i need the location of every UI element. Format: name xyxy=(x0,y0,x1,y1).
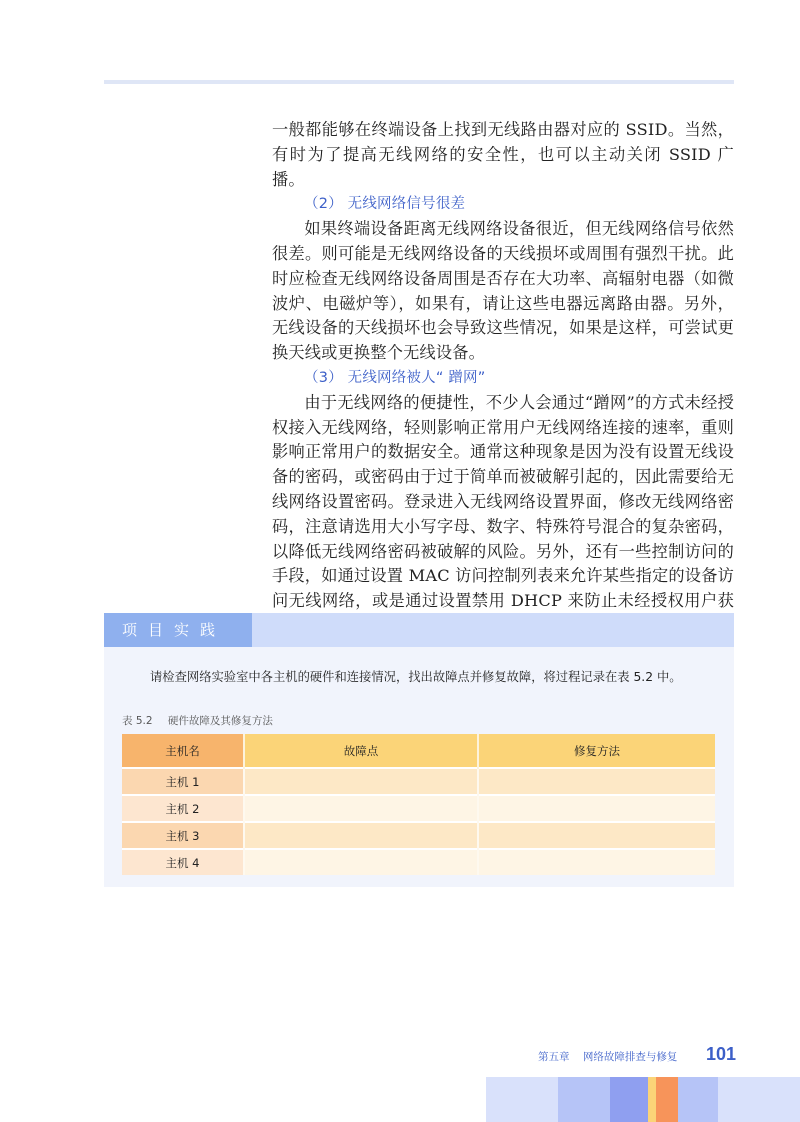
practice-title: 项目实践 xyxy=(104,613,252,647)
host-name-cell: 主机 3 xyxy=(122,822,244,849)
section-heading-freeloading: （3） 无线网络被人“ 蹭网” xyxy=(304,369,486,386)
main-text xyxy=(272,118,734,639)
host-name-cell: 主机 1 xyxy=(122,768,244,795)
column-header-fault: 故障点 xyxy=(244,734,478,768)
running-footer xyxy=(538,1049,677,1064)
fix-cell xyxy=(478,768,715,795)
project-practice-box xyxy=(104,613,734,887)
header-rule xyxy=(104,80,734,84)
decor-bar xyxy=(558,1077,610,1122)
table-number: 表 5.2 xyxy=(122,715,153,727)
decor-bar xyxy=(656,1077,678,1122)
fix-cell xyxy=(478,849,715,875)
fix-cell xyxy=(478,795,715,822)
fault-cell xyxy=(244,768,478,795)
practice-header-bar xyxy=(104,613,734,647)
table-row xyxy=(122,795,715,822)
column-header-fix: 修复方法 xyxy=(478,734,715,768)
decor-bar xyxy=(486,1077,558,1122)
practice-task-text: 请检查网络实验室中各主机的硬件和连接情况，找出故障点并修复故障，将过程记录在表 5.2 中。 xyxy=(150,670,682,684)
table-title: 硬件故障及其修复方法 xyxy=(167,715,273,727)
table-caption xyxy=(122,713,273,728)
table-row xyxy=(122,822,715,849)
fault-cell xyxy=(244,795,478,822)
table-row xyxy=(122,849,715,875)
host-name-cell: 主机 2 xyxy=(122,795,244,822)
paragraph-ssid: 一般都能够在终端设备上找到无线路由器对应的 SSID。当然，有时为了提高无线网络的安全性，也可以主动关闭 SSID 广播。 xyxy=(272,120,734,189)
decorative-color-bars xyxy=(486,1077,800,1122)
decor-bar xyxy=(648,1077,656,1122)
fault-cell xyxy=(244,822,478,849)
table-row xyxy=(122,768,715,795)
paragraph-freeloading: 由于无线网络的便捷性，不少人会通过“蹭网”的方式未经授权接入无线网络，轻则影响正常用户无线网络连接的速率，重则影响正常用户的数据安全。通常这种现象是因为没有设置无线设备的密码，或密码由于过于简单而被破解引起的，因此需要给无线网络设置密码。登录进入无线网络设置界面，修改无线网络密码，注意请选用大小写字母、数字、特殊符号混合的复杂密码，以降低无线网络密码被破解的风险。另外，还有一些控制访问的手段，如通过设置 MAC 访问控制列表来允许某些指定的设备访问无线网络，或是通过设置禁用 DHCP 来防止未经授权用户获 xyxy=(272,392,734,611)
decor-bar xyxy=(610,1077,648,1122)
decor-bar xyxy=(678,1077,718,1122)
paragraph-weak-signal: 如果终端设备距离无线网络设备很近，但无线网络信号依然很差。则可能是无线网络设备的天线损坏或周围有强烈干扰。此时应检查无线网络设备周围是否存在大功率、高辐射电器（如微波炉、电磁炉等），如果有，请让这些电器远离路由器。另外，无线设备的天线损坏也会导致这些情况，如果是这样，可尝试更换天线或更换整个无线设备。 xyxy=(272,219,734,363)
chapter-title: 网络故障排查与修复 xyxy=(582,1051,678,1063)
fix-cell xyxy=(478,822,715,849)
page-number: 101 xyxy=(706,1044,737,1064)
column-header-host: 主机名 xyxy=(122,734,244,768)
fault-cell xyxy=(244,849,478,875)
host-name-cell: 主机 4 xyxy=(122,849,244,875)
table-header-row xyxy=(122,734,715,768)
fault-table xyxy=(122,734,715,875)
decor-bar xyxy=(718,1077,800,1122)
chapter-label: 第五章 xyxy=(538,1051,570,1063)
section-heading-weak-signal: （2） 无线网络信号很差 xyxy=(304,196,466,213)
